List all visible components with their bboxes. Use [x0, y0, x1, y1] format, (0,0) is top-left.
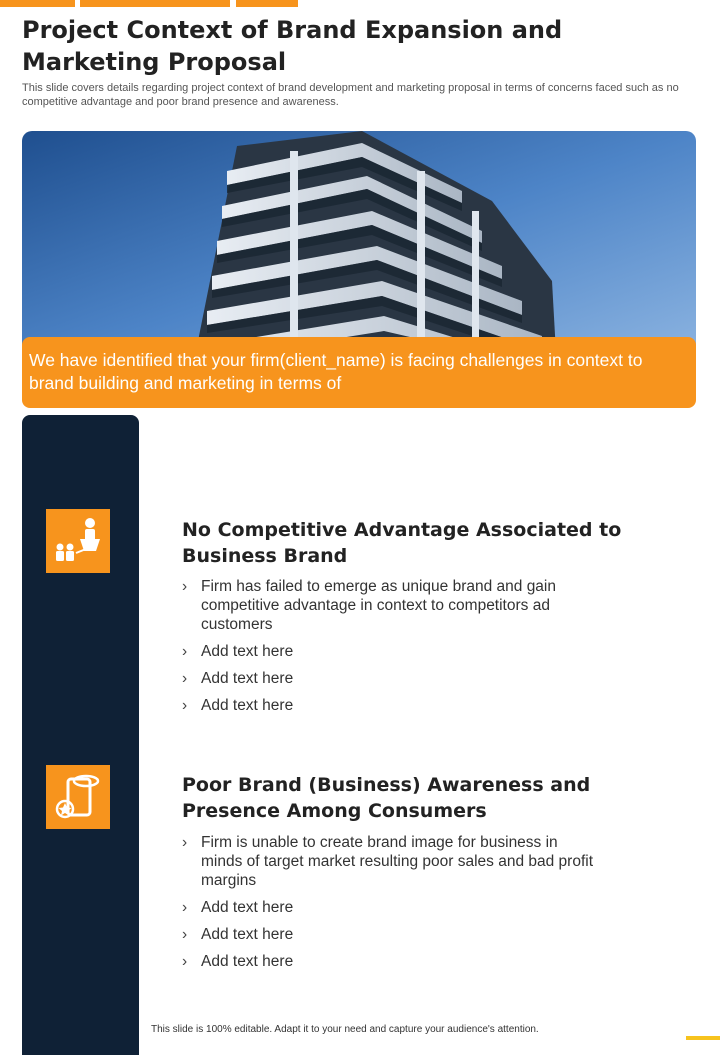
hero-building-image: [22, 131, 696, 371]
page-title: Project Context of Brand Expansion and Marketing Proposal: [22, 16, 563, 76]
list-item: › Add text here: [182, 642, 602, 661]
section-1-icon-box: [46, 509, 110, 573]
list-item: › Add text here: [182, 696, 602, 715]
banner-text: We have identified that your firm(client_name) is facing challenges in context to brand building and marketing in terms of: [29, 350, 643, 393]
footer-note: This slide is 100% editable. Adapt it to your need and capture your audience's attention.: [151, 1024, 539, 1035]
challenge-banner: [22, 337, 696, 408]
list-item: › Firm has failed to emerge as unique brand and gain competitive advantage in context to competitors ad customers: [182, 577, 602, 634]
list-item: › Add text here: [182, 925, 602, 944]
list-item: › Add text here: [182, 898, 602, 917]
page-subtitle: This slide covers details regarding project context of brand development and marketing proposal in terms of concerns faced such as no competitive advantage and poor brand presence and awareness.: [22, 82, 679, 108]
top-accent-bar-2: [80, 0, 230, 7]
list-item: › Firm is unable to create brand image for business in minds of target market resulting poor sales and bad profit margins: [182, 833, 602, 890]
section-2-bullets: [182, 833, 602, 979]
top-accent-bar-1: [0, 0, 75, 7]
section-1-bullets: [182, 577, 602, 723]
section-1-title: No Competitive Advantage Associated to Business Brand: [182, 519, 622, 567]
list-item: › Add text here: [182, 669, 602, 688]
corner-accent: [686, 1036, 720, 1040]
people-target-icon: [46, 509, 110, 573]
list-item: › Add text here: [182, 952, 602, 971]
section-2-icon-box: [46, 765, 110, 829]
top-accent-bar-3: [236, 0, 298, 7]
brand-tag-icon: [46, 765, 110, 829]
section-2-title: Poor Brand (Business) Awareness and Presence Among Consumers: [182, 774, 591, 822]
